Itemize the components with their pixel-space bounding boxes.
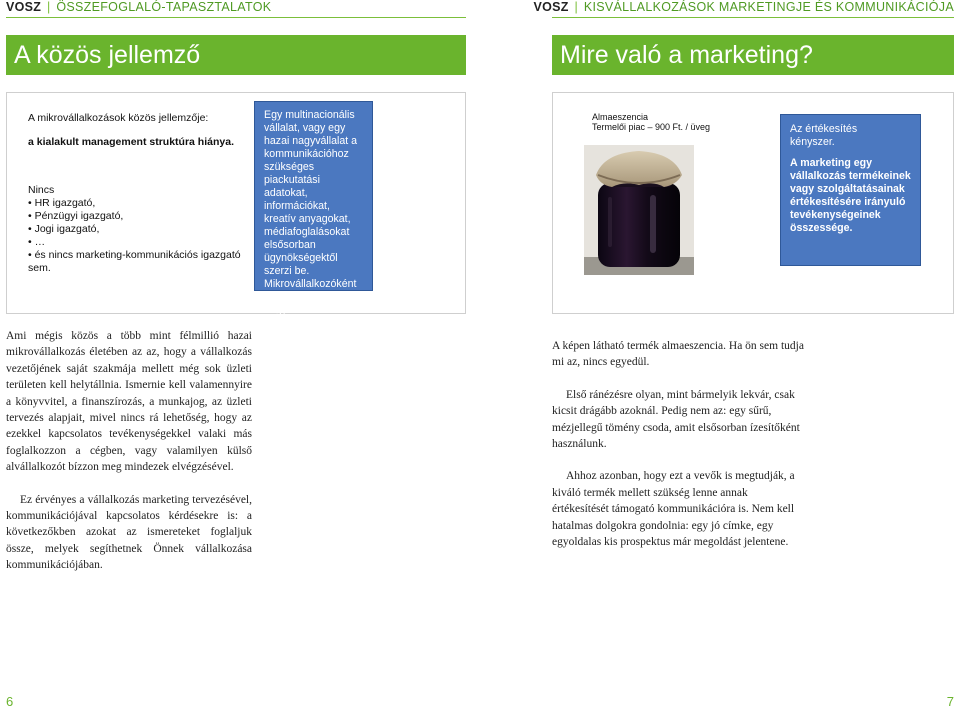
right-paragraph: A képen látható termék almaeszencia. Ha ön sem tudja mi az, nincs egyedül.	[552, 340, 804, 369]
right-running-header	[534, 0, 955, 14]
slide-list-item: • és nincs marketing-kommunikációs igazgató	[28, 249, 241, 261]
right-header-rule	[552, 17, 954, 18]
callout-line1: Az értékesítés	[790, 123, 858, 135]
slide-list-item: • HR igazgató,	[28, 197, 96, 209]
left-header-brand: VOSZ	[6, 0, 42, 14]
slide-list-head: Nincs	[28, 184, 55, 196]
left-header-separator: |	[47, 0, 51, 14]
slide-list-item: • …	[28, 236, 46, 248]
left-body-text	[6, 328, 252, 590]
jar-image	[584, 145, 694, 275]
slide-bold-line: a kialakult management struktúra hiánya.	[28, 136, 234, 148]
slide-list-item: • Pénzügyi igazgató,	[28, 210, 124, 222]
left-paragraph: Ez érvényes a vállalkozás marketing tervezésével, kommunikációjával kapcsolatos kérdésekre is: a következőkben azokat az ismereteket foglaljuk össze, melyek segíthetnek Önnek vállalkozása kommunikációjában.	[6, 493, 252, 572]
left-running-header	[6, 0, 271, 14]
right-header-section: KISVÁLLALKOZÁSOK MARKETINGJE ÉS KOMMUNIKÁCIÓJA	[583, 0, 954, 14]
right-body-text	[552, 338, 804, 566]
left-paragraph: Ami mégis közös a több mint félmillió hazai mikrovállalkozás életében az az, hogy a vállalkozás vezetőjének saját szakmája mellett még sok üzleti területen kell helytállnia. Ismernie kell valamennyire a könyvvitel, a finanszírozás, a munkajog, az üzleti tervezés alapjait, mivel nincs rá lehetőség, hogy az ezekkel kapcsolatos tevékenységekkel valaki más foglalkozzon a cégben, vagy valamilyen külső alvállalkozót bízzon meg mindezek elvégzésével.	[6, 330, 252, 474]
right-header-separator: |	[574, 0, 579, 14]
left-header-section: ÖSSZEFOGLALÓ-TAPASZTALATOK	[56, 0, 272, 14]
right-paragraph: Ahhoz azonban, hogy ezt a vevők is megtudják, a kiváló termék mellett szükség lenne annak értékesítését támogató kommunikációra is. Nem kell hatalmas dolgokra gondolnia: egy jó címke, egy egyoldalas kis prospektus már megoldást jelentene.	[552, 470, 795, 549]
right-page-title: Mire való a marketing?	[560, 41, 813, 69]
left-page-number: 6	[6, 694, 14, 709]
left-header-rule	[6, 17, 466, 18]
slide-caption-line1: Almaeszencia	[592, 112, 649, 122]
callout-line2: kényszer.	[790, 136, 835, 148]
right-title-band	[552, 35, 954, 75]
slide-caption-line2: Termelői piac – 900 Ft. / üveg	[592, 122, 711, 132]
left-title-band	[6, 35, 466, 75]
left-page-title: A közös jellemző	[14, 41, 201, 69]
right-page-number: 7	[946, 694, 954, 709]
callout-bold-text: A marketing egy vállalkozás termékeinek vagy szolgáltatásainak értékesítésére irányuló tevékenységeinek összessége.	[790, 157, 911, 234]
right-header-brand: VOSZ	[533, 0, 569, 14]
right-paragraph: Első ránézésre olyan, mint bármelyik lekvár, csak kicsit drágább azoknál. Pedig nem az: egy sűrű, mézjellegű tömény csoda, amit elsősorban ízesítőként használunk.	[552, 388, 800, 451]
right-blue-callout	[780, 114, 921, 266]
jam-jar-icon	[584, 145, 694, 275]
slide-list-item: sem.	[28, 262, 51, 274]
slide-list-item: • Jogi igazgató,	[28, 223, 100, 235]
slide-intro-text: A mikrovállalkozások közös jellemzője:	[28, 112, 209, 124]
left-blue-callout: Egy multinacionális vállalat, vagy egy hazai nagyvállalat a kommunikációhoz szükséges piackutatási adatokat, információkat, kreatív anyagokat, médiafoglalásokat elsősorban ügynökségektől szerzi be. Mikrovállalkozóként mindezeket nagyrészt magunknak kell elvégeznünk.	[254, 101, 373, 291]
